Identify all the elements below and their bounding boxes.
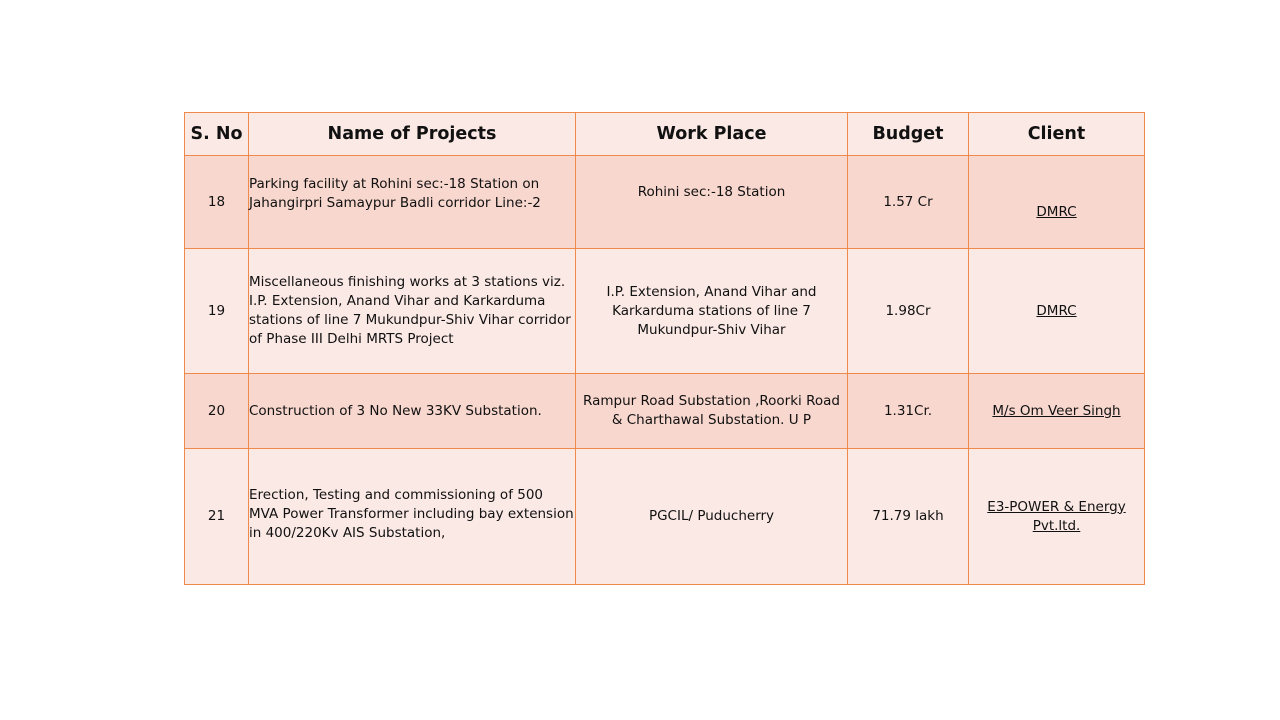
row-work-place <box>576 156 848 249</box>
projects-table-container <box>184 112 1144 585</box>
table-row <box>185 249 1145 374</box>
projects-table <box>184 112 1145 585</box>
work-place-text: PGCIL/ Puducherry <box>648 508 775 524</box>
client-link[interactable]: M/s Om Veer Singh <box>992 402 1121 419</box>
row-sno: 21 <box>185 449 249 585</box>
row-budget: 71.79 lakh <box>848 449 969 585</box>
row-client <box>969 249 1145 374</box>
client-link[interactable]: E3-POWER & Energy Pvt.ltd. <box>987 498 1126 534</box>
table-header-row <box>185 113 1145 156</box>
row-project-name <box>249 249 576 374</box>
client-link[interactable]: DMRC <box>1036 203 1077 220</box>
row-budget: 1.98Cr <box>848 249 969 374</box>
table-row <box>185 156 1145 249</box>
row-project-name <box>249 374 576 449</box>
header-budget: Budget <box>848 113 969 156</box>
row-client <box>969 156 1145 249</box>
row-work-place <box>576 449 848 585</box>
project-name-text: Parking facility at Rohini sec:-18 Station on Jahangirpri Samaypur Badli corridor Line:-2 <box>249 176 541 211</box>
row-budget: 1.31Cr. <box>848 374 969 449</box>
row-budget: 1.57 Cr <box>848 156 969 249</box>
project-name-text: Miscellaneous finishing works at 3 stations viz. I.P. Extension, Anand Vihar and Karkarduma stations of line 7 Mukundpur-Shiv Vihar corridor of Phase III Delhi MRTS Project <box>249 274 571 347</box>
row-sno: 20 <box>185 374 249 449</box>
row-project-name <box>249 156 576 249</box>
project-name-text: Erection, Testing and commissioning of 500 MVA Power Transformer including bay extension in 400/220Kv AIS Substation, <box>249 487 574 541</box>
row-sno: 19 <box>185 249 249 374</box>
row-project-name <box>249 449 576 585</box>
header-client: Client <box>969 113 1145 156</box>
work-place-text: Rohini sec:-18 Station <box>637 183 786 200</box>
client-link[interactable]: DMRC <box>1036 302 1077 319</box>
row-work-place <box>576 374 848 449</box>
row-sno: 18 <box>185 156 249 249</box>
table-row <box>185 374 1145 449</box>
header-name-of-projects: Name of Projects <box>249 113 576 156</box>
table-row <box>185 449 1145 585</box>
work-place-text: Rampur Road Substation ,Roorki Road & Charthawal Substation. U P <box>583 393 840 428</box>
header-sno: S. No <box>185 113 249 156</box>
work-place-text: I.P. Extension, Anand Vihar and Karkarduma stations of line 7 Mukundpur-Shiv Vihar <box>606 283 817 338</box>
row-work-place <box>576 249 848 374</box>
header-work-place: Work Place <box>576 113 848 156</box>
project-name-text: Construction of 3 No New 33KV Substation. <box>249 402 542 419</box>
row-client <box>969 449 1145 585</box>
row-client <box>969 374 1145 449</box>
